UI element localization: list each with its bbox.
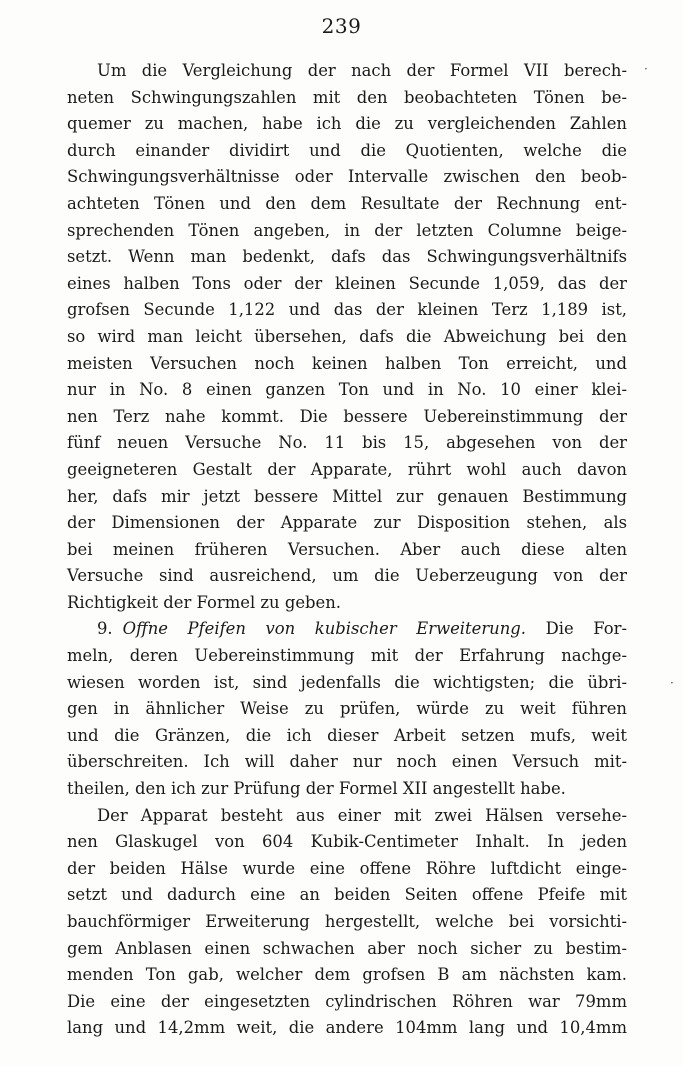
text-line: [67, 404, 627, 431]
text-line: [67, 85, 627, 112]
text-line: [67, 616, 627, 643]
line-text: fünf neuen Versuche No. 11 bis 15, abgesehen von der: [67, 433, 627, 453]
margin-mark: ·: [644, 62, 648, 76]
text-line: [67, 829, 627, 856]
text-line: [67, 803, 627, 830]
text-line: [67, 643, 627, 670]
line-text: setzt. Wenn man bedenkt, dafs das Schwingungsverhältnifs: [67, 247, 627, 267]
line-text: und die Gränzen, die ich dieser Arbeit setzen mufs, weit: [67, 725, 627, 745]
line-text: durch einander dividirt und die Quotienten, welche die: [67, 140, 627, 160]
line-text: bauchförmiger Erweiterung hergestellt, welche bei vorsichti-: [67, 912, 627, 931]
text-line: [67, 218, 627, 245]
text-line: [67, 271, 627, 298]
line-text: her, dafs mir jetzt bessere Mittel zur genauen Bestimmung: [67, 486, 627, 506]
margin-mark: ·: [670, 676, 674, 690]
text-line: [67, 670, 627, 697]
text-line: [67, 351, 627, 378]
line-text: theilen, den ich zur Prüfung der Formel XII angestellt habe.: [67, 779, 566, 799]
text-line: [67, 244, 627, 271]
text-line: [67, 563, 627, 590]
line-text: überschreiten. Ich will daher nur noch einen Versuch mit-: [67, 752, 627, 772]
line-text: quemer zu machen, habe ich die zu vergleichenden Zahlen: [67, 114, 627, 134]
section-number: 9.: [97, 619, 113, 639]
text-line: [67, 696, 627, 723]
line-text: Richtigkeit der Formel zu geben.: [67, 592, 341, 612]
text-line: [67, 749, 627, 776]
text-line: [67, 484, 627, 511]
page-number: 239: [321, 14, 362, 38]
line-text: eines halben Tons oder der kleinen Secunde 1,059, das der: [67, 273, 627, 293]
text-line: [67, 191, 627, 218]
text-line: [67, 962, 627, 989]
line-text: geeigneteren Gestalt der Apparate, rührt wohl auch davon: [67, 459, 627, 479]
line-text: grofsen Secunde 1,122 und das der kleinen Terz 1,189 ist,: [67, 300, 627, 320]
text-line: [67, 882, 627, 909]
body-text: [67, 58, 627, 1042]
line-text: meln, deren Uebereinstimmung mit der Erfahrung nachge-: [67, 646, 627, 666]
line-text: sprechenden Tönen angeben, in der letzten Columne beige-: [67, 220, 627, 240]
line-text: meisten Versuchen noch keinen halben Ton erreicht, und: [67, 353, 627, 373]
line-text: lang und 14,2mm weit, die andere 104mm lang und 10,4mm: [67, 1018, 627, 1038]
text-line: [67, 989, 627, 1016]
text-line: [67, 936, 627, 963]
text-line: [67, 1015, 627, 1042]
line-text: Die For-: [545, 619, 628, 639]
line-text: setzt und dadurch eine an beiden Seiten offene Pfeife mit: [67, 885, 627, 905]
line-text: menden Ton gab, welcher dem grofsen B am nächsten kam.: [67, 965, 627, 985]
text-line: [67, 111, 627, 138]
text-line: [67, 377, 627, 404]
text-line: [67, 138, 627, 165]
line-text: Die eine der eingesetzten cylindrischen Röhren war 79mm: [67, 991, 627, 1011]
line-text: Schwingungsverhältnisse oder Intervalle zwischen den beob-: [67, 167, 627, 187]
line-text: gem Anblasen einen schwachen aber noch sicher zu bestim-: [67, 938, 627, 958]
text-line: [67, 776, 627, 803]
line-text: wiesen worden ist, sind jedenfalls die wichtigsten; die übri-: [67, 672, 627, 692]
line-text: nur in No. 8 einen ganzen Ton und in No. 10 einer klei-: [67, 380, 627, 400]
text-line: [67, 457, 627, 484]
text-line: [67, 856, 627, 883]
line-text: so wird man leicht übersehen, dafs die Abweichung bei den: [67, 326, 627, 346]
text-line: [67, 537, 627, 564]
line-text: nen Terz nahe kommt. Die bessere Uebereinstimmung der: [67, 406, 627, 426]
text-line: [67, 297, 627, 324]
text-line: [67, 164, 627, 191]
line-text: nen Glaskugel von 604 Kubik-Centimeter Inhalt. In jeden: [67, 832, 627, 852]
text-line: [67, 324, 627, 351]
line-text: Um die Vergleichung der nach der Formel VII berech-: [97, 61, 627, 80]
line-text: der beiden Hälse wurde eine offene Röhre luftdicht einge-: [67, 858, 627, 878]
text-line: [67, 430, 627, 457]
text-line: [67, 590, 627, 617]
text-line: [67, 909, 627, 936]
section-title: Offne Pfeifen von kubischer Erweiterung.: [122, 619, 526, 639]
line-text: Versuche sind ausreichend, um die Ueberzeugung von der: [67, 566, 627, 586]
line-text: der Dimensionen der Apparate zur Disposition stehen, als: [67, 513, 627, 533]
line-text: gen in ähnlicher Weise zu prüfen, würde zu weit führen: [67, 699, 627, 719]
line-text: neten Schwingungszahlen mit den beobachteten Tönen be-: [67, 87, 627, 107]
line-text: bei meinen früheren Versuchen. Aber auch diese alten: [67, 539, 627, 559]
text-line: [67, 510, 627, 537]
line-text: Der Apparat besteht aus einer mit zwei Hälsen versehe-: [97, 805, 627, 825]
text-line: [67, 58, 627, 85]
text-line: [67, 723, 627, 750]
line-text: achteten Tönen und den dem Resultate der Rechnung ent-: [67, 193, 627, 213]
